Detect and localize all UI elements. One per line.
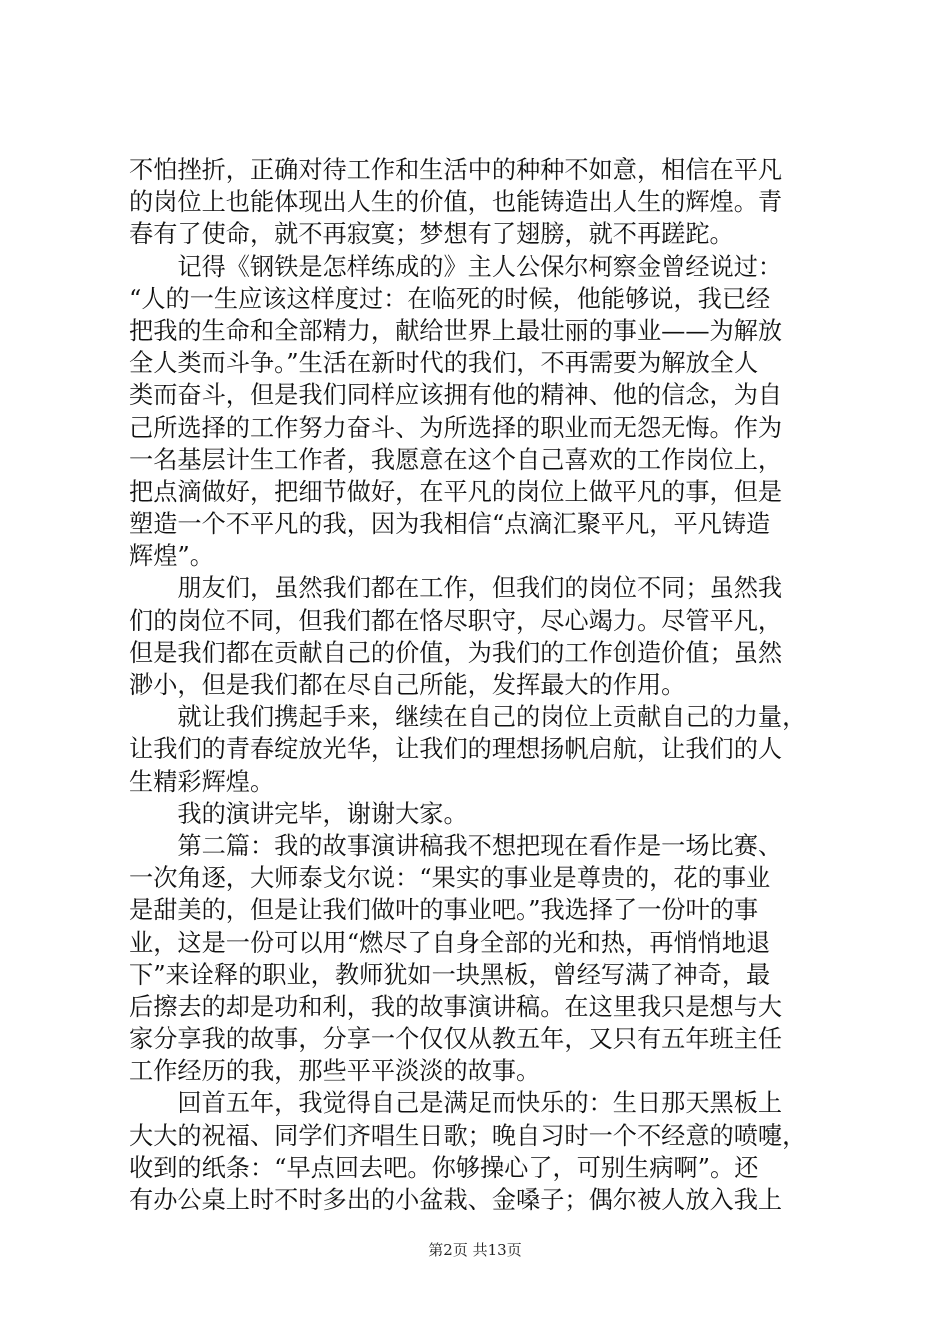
text-line: 让我们的青春绽放光华，让我们的理想扬帆启航，让我们的人 (129, 735, 783, 764)
text-line: 有办公桌上时不时多出的小盆栽、金嗓子；偶尔被人放入我上 (129, 1186, 783, 1214)
text-line: 类而奋斗，但是我们同样应该拥有他的精神、他的信念，为自 (129, 381, 783, 410)
text-line: 是甜美的，但是让我们做叶的事业吧。”我选择了一份叶的事 (129, 896, 759, 925)
text-line: 春有了使命，就不再寂寞；梦想有了翅膀，就不再蹉跎。 (129, 220, 734, 249)
text-line: 记得《钢铁是怎样练成的》主人公保尔柯察金曾经说过： (129, 252, 783, 281)
text-line: 我的演讲完毕，谢谢大家。 (129, 799, 468, 828)
text-line: 一次角逐，大师泰戈尔说：“果实的事业是尊贵的，花的事业 (129, 864, 771, 893)
text-line: 的岗位上也能体现出人生的价值，也能铸造出人生的辉煌。青 (129, 188, 783, 217)
text-line: 工作经历的我，那些平平淡淡的故事。 (129, 1057, 541, 1086)
text-line: “人的一生应该这样度过：在临死的时候，他能够说，我已经 (129, 284, 771, 313)
text-line: 就让我们携起手来，继续在自己的岗位上贡献自己的力量， (129, 703, 807, 732)
text-line: 回首五年，我觉得自己是满足而快乐的：生日那天黑板上 (129, 1089, 783, 1118)
text-line: 生精彩辉煌。 (129, 767, 275, 796)
text-line: 朋友们，虽然我们都在工作，但我们的岗位不同；虽然我 (129, 574, 783, 603)
page-footer: 第2页 共13页 (428, 1241, 522, 1259)
text-line: 辉煌”。 (129, 542, 214, 571)
text-line: 们的岗位不同，但我们都在恪尽职守，尽心竭力。尽管平凡， (129, 606, 783, 635)
text-line: 把我的生命和全部精力，献给世界上最壮丽的事业——为解放 (129, 316, 783, 345)
document-body (129, 154, 829, 1216)
text-line: 第二篇：我的故事演讲稿我不想把现在看作是一场比赛、 (129, 831, 783, 860)
text-line: 后擦去的却是功和利，我的故事演讲稿。在这里我只是想与大 (129, 992, 783, 1021)
text-line: 下”来诠释的职业，教师犹如一块黑板，曾经写满了神奇，最 (129, 960, 771, 989)
text-line: 但是我们都在贡献自己的价值，为我们的工作创造价值；虽然 (129, 638, 783, 667)
text-line: 把点滴做好，把细节做好，在平凡的岗位上做平凡的事，但是 (129, 477, 783, 506)
text-line: 家分享我的故事，分享一个仅仅从教五年，又只有五年班主任 (129, 1025, 783, 1054)
text-line: 全人类而斗争。”生活在新时代的我们，不再需要为解放全人 (129, 349, 759, 378)
text-line: 塑造一个不平凡的我，因为我相信“点滴汇聚平凡，平凡铸造 (129, 510, 771, 539)
text-line: 不怕挫折，正确对待工作和生活中的种种不如意，相信在平凡 (129, 156, 783, 184)
text-line: 渺小，但是我们都在尽自己所能，发挥最大的作用。 (129, 671, 686, 699)
text-line: 己所选择的工作努力奋斗、为所选择的职业而无怨无悔。作为 (129, 413, 783, 442)
text-line: 业，这是一份可以用“燃尽了自身全部的光和热，再悄悄地退 (129, 928, 771, 957)
text-line: 大大的祝福、同学们齐唱生日歌；晚自习时一个不经意的喷嚏， (129, 1121, 807, 1150)
text-line: 一名基层计生工作者，我愿意在这个自己喜欢的工作岗位上， (129, 445, 783, 474)
text-line: 收到的纸条：“早点回去吧。你够操心了，可别生病啊”。还 (129, 1153, 759, 1182)
